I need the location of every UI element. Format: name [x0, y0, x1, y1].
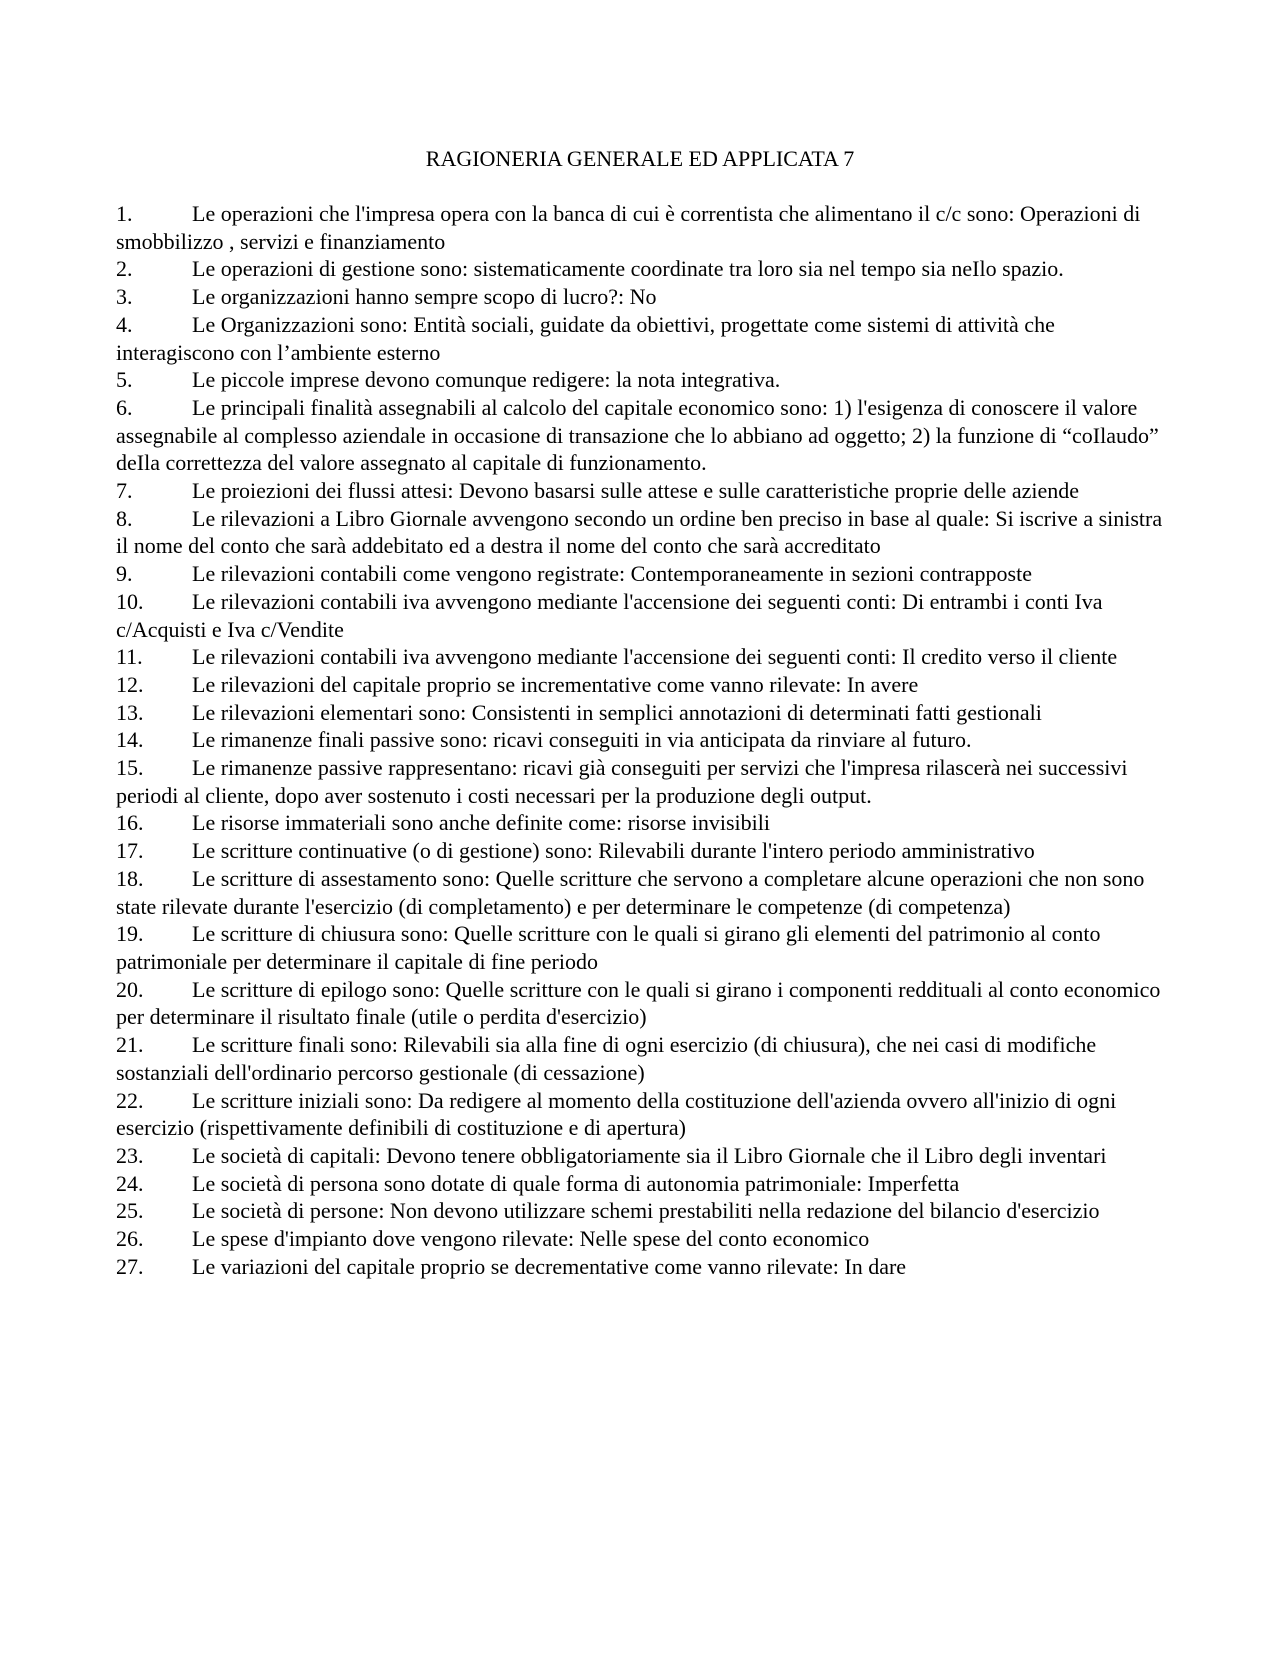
item-text: Le rilevazioni del capitale proprio se incrementative come vanno rilevate: In avere [192, 671, 919, 697]
item-number: 5. [116, 367, 133, 393]
list-item [116, 1170, 1166, 1198]
list-item [116, 1253, 1166, 1281]
list-item [116, 560, 1166, 588]
item-number: 10. [116, 588, 144, 614]
item-text: Le società di persona sono dotate di quale forma di autonomia patrimoniale: Imperfetta [192, 1170, 960, 1196]
item-text: Le Organizzazioni sono: Entità sociali, guidate da obiettivi, progettate come sistemi di attività che interagiscono con l’ambiente esterno [116, 311, 1055, 365]
item-number: 16. [116, 810, 144, 836]
item-text: Le principali finalità assegnabili al calcolo del capitale economico sono: 1) l'esigenza di conoscere il valore assegnabile al complesso aziendale in occasione di transazione che lo abbiano ad oggetto; 2) la funzione di “coIlaudo” deIla correttezza del valore assegnato al capitale di funzionamento. [116, 394, 1159, 476]
list-item [116, 1031, 1166, 1086]
item-text: Le società di persone: Non devono utilizzare schemi prestabiliti nella redazione del bilancio d'esercizio [192, 1198, 1100, 1224]
item-text: Le rilevazioni contabili iva avvengono mediante l'accensione dei seguenti conti: Il credito verso il cliente [192, 644, 1118, 670]
item-text: Le operazioni che l'impresa opera con la banca di cui è correntista che alimentano il c/c sono: Operazioni di smobbilizzo , servizi e finanziamento [116, 201, 1141, 254]
item-number: 13. [116, 699, 144, 725]
list-item [116, 255, 1166, 283]
item-number: 9. [116, 561, 133, 587]
item-text: Le proiezioni dei flussi attesi: Devono basarsi sulle attese e sulle caratteristiche proprie delle aziende [192, 478, 1079, 504]
item-text: Le rilevazioni contabili come vengono registrate: Contemporaneamente in sezioni contrapposte [192, 561, 1032, 587]
list-item [116, 588, 1166, 643]
item-number: 1. [116, 201, 133, 226]
item-text: Le rilevazioni contabili iva avvengono mediante l'accensione dei seguenti conti: Di entrambi i conti Iva c/Acquisti e Iva c/Vendite [116, 588, 1103, 642]
item-text: Le scritture iniziali sono: Da redigere al momento della costituzione dell'azienda ovvero all'inizio di ogni esercizio (rispettivamente definibili di costituzione e di apertura) [116, 1087, 1117, 1141]
list-item [116, 754, 1166, 809]
list-item [116, 643, 1166, 671]
list-item [116, 976, 1166, 1031]
item-text: Le scritture continuative (o di gestione) sono: Rilevabili durante l'intero periodo amministrativo [192, 838, 1035, 864]
item-text: Le risorse immateriali sono anche definite come: risorse invisibili [192, 810, 770, 836]
item-text: Le scritture di chiusura sono: Quelle scritture con le quali si girano gli elementi del patrimonio al conto patrimoniale per determinare il capitale di fine periodo [116, 921, 1101, 974]
item-number: 2. [116, 256, 133, 282]
list-item [116, 809, 1166, 837]
list-item [116, 505, 1166, 560]
item-text: Le rimanenze passive rappresentano: ricavi già conseguiti per servizi che l'impresa rilascerà nei successivi periodi al cliente, dopo aver sostenuto i costi necessari per la produzione degli output. [116, 755, 1128, 808]
item-number: 12. [116, 671, 144, 697]
item-number: 4. [116, 311, 133, 337]
item-number: 7. [116, 478, 133, 504]
item-number: 6. [116, 394, 133, 420]
item-number: 27. [116, 1253, 144, 1279]
list-item [116, 699, 1166, 727]
item-text: Le rilevazioni a Libro Giornale avvengono secondo un ordine ben preciso in base al quale: Si iscrive a sinistra il nome del conto che sarà addebitato ed a destra il nome del conto che sarà accreditato [116, 505, 1163, 559]
item-text: Le rilevazioni elementari sono: Consistenti in semplici annotazioni di determinati fatti gestionali [192, 699, 1042, 725]
list-item [116, 366, 1166, 394]
item-number: 20. [116, 976, 144, 1002]
list-item [116, 726, 1166, 754]
list-item [116, 311, 1166, 366]
item-text: Le scritture di epilogo sono: Quelle scritture con le quali si girano i componenti reddituali al conto economico per determinare il risultato finale (utile o perdita d'esercizio) [116, 976, 1161, 1030]
item-number: 3. [116, 284, 133, 310]
item-number: 17. [116, 838, 144, 864]
list-item [116, 671, 1166, 699]
page-title: RAGIONERIA GENERALE ED APPLICATA 7 [425, 146, 855, 171]
item-text: Le scritture di assestamento sono: Quelle scritture che servono a completare alcune operazioni che non sono state rilevate durante l'esercizio (di completamento) e per determinare le competenze (di competenza) [116, 865, 1145, 919]
item-number: 23. [116, 1142, 144, 1168]
list-item [116, 920, 1166, 975]
item-number: 26. [116, 1226, 144, 1252]
item-text: Le piccole imprese devono comunque redigere: la nota integrativa. [192, 367, 781, 393]
item-number: 14. [116, 727, 144, 753]
item-number: 21. [116, 1032, 144, 1058]
item-text: Le scritture finali sono: Rilevabili sia alla fine di ogni esercizio (di chiusura), che nei casi di modifiche sostanziali dell'ordinario percorso gestionale (di cessazione) [116, 1032, 1097, 1085]
list-item [116, 1087, 1166, 1142]
item-text: Le organizzazioni hanno sempre scopo di lucro?: No [192, 284, 657, 310]
list-item [116, 477, 1166, 505]
item-number: 11. [116, 644, 143, 670]
item-number: 18. [116, 865, 144, 891]
item-text: Le operazioni di gestione sono: sistematicamente coordinate tra loro sia nel tempo sia neIlo spazio. [192, 256, 1064, 282]
item-number: 8. [116, 505, 133, 531]
item-number: 25. [116, 1198, 144, 1224]
list-item [116, 283, 1166, 311]
item-text: Le variazioni del capitale proprio se decrementative come vanno rilevate: In dare [192, 1253, 907, 1279]
list-item [116, 394, 1166, 477]
list-item [116, 1197, 1166, 1225]
item-number: 19. [116, 921, 144, 947]
item-text: Le spese d'impianto dove vengono rilevate: Nelle spese del conto economico [192, 1226, 870, 1252]
item-text: Le società di capitali: Devono tenere obbligatoriamente sia il Libro Giornale che il Libro degli inventari [192, 1142, 1107, 1168]
item-number: 22. [116, 1087, 144, 1113]
list-item [116, 837, 1166, 865]
list-item [116, 1142, 1166, 1170]
item-number: 15. [116, 755, 144, 781]
question-list [116, 200, 1166, 1280]
item-number: 24. [116, 1170, 144, 1196]
item-text: Le rimanenze finali passive sono: ricavi conseguiti in via anticipata da rinviare al futuro. [192, 727, 972, 753]
list-item [116, 1225, 1166, 1253]
list-item [116, 200, 1166, 255]
list-item [116, 865, 1166, 920]
